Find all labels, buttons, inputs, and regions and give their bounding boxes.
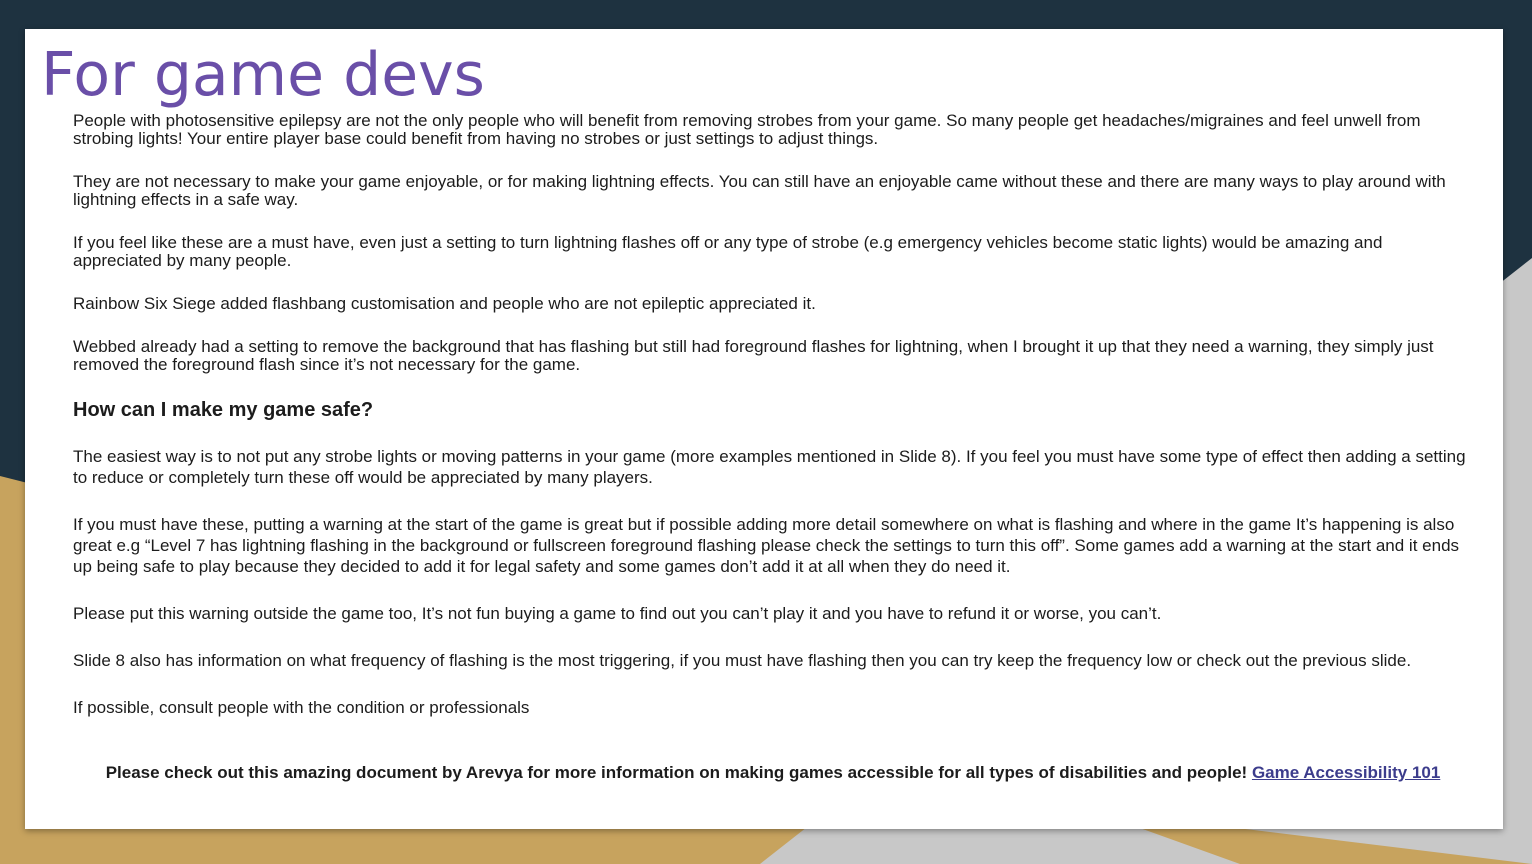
paragraph-safe-4: Slide 8 also has information on what frequency of flashing is the most triggering, if you must have flashing then you can try keep the frequency low or check out the previous slide. <box>73 651 1412 670</box>
footer-text: Please check out this amazing document by Arevya for more information on making games accessible for all types of disabilities and people! <box>105 763 1248 782</box>
paragraph-safe-2: If you must have these, putting a warning at the start of the game is great but if possible adding more detail somewhere on what is flashing and where in the game It’s happening is also great e.g “Level 7 has lightning flashing in the background or fullscreen foreground flashing please check the settings to turn this off”. Some games add a warning at the start and it ends up being safe to play because they decided to add it for legal safety and some games don’t add it at all when they do need it. <box>73 515 1460 576</box>
slide-body <box>73 112 1473 718</box>
paragraph-intro-4: Rainbow Six Siege added flashbang customisation and people who are not epileptic appreciated it. <box>73 294 816 313</box>
paragraph-intro-1: People with photosensitive epilepsy are not the only people who will benefit from removing strobes from your game. So many people get headaches/migraines and feel unwell from strobing lights! Your entire player base could benefit from having no strobes or just settings to adjust things. <box>73 111 1421 148</box>
paragraph-intro-3: If you feel like these are a must have, even just a setting to turn lightning flashes off or any type of strobe (e.g emergency vehicles become static lights) would be amazing and appreciated by many people. <box>73 233 1383 270</box>
paragraph-safe-3: Please put this warning outside the game too, It’s not fun buying a game to find out you can’t play it and you have to refund it or worse, you can’t. <box>73 604 1162 623</box>
section-heading: How can I make my game safe? <box>73 399 374 421</box>
footer-note <box>73 762 1473 783</box>
paragraph-safe-5: If possible, consult people with the condition or professionals <box>73 698 530 717</box>
paragraph-intro-2: They are not necessary to make your game enjoyable, or for making lightning effects. You can still have an enjoyable came without these and there are many ways to play around with lightning effects in a safe way. <box>73 172 1446 209</box>
paragraph-intro-5: Webbed already had a setting to remove the background that has flashing but still had foreground flashes for lightning, when I brought it up that they need a warning, they simply just removed the foreground flash since it’s not necessary for the game. <box>73 337 1434 374</box>
slide-title: For game devs <box>41 40 485 110</box>
game-accessibility-link[interactable]: Game Accessibility 101 <box>1251 763 1441 782</box>
paragraph-safe-1: The easiest way is to not put any strobe lights or moving patterns in your game (more examples mentioned in Slide 8). If you feel you must have some type of effect then adding a setting to reduce or completely turn these off would be appreciated by many players. <box>73 447 1466 487</box>
slide <box>25 29 1503 829</box>
